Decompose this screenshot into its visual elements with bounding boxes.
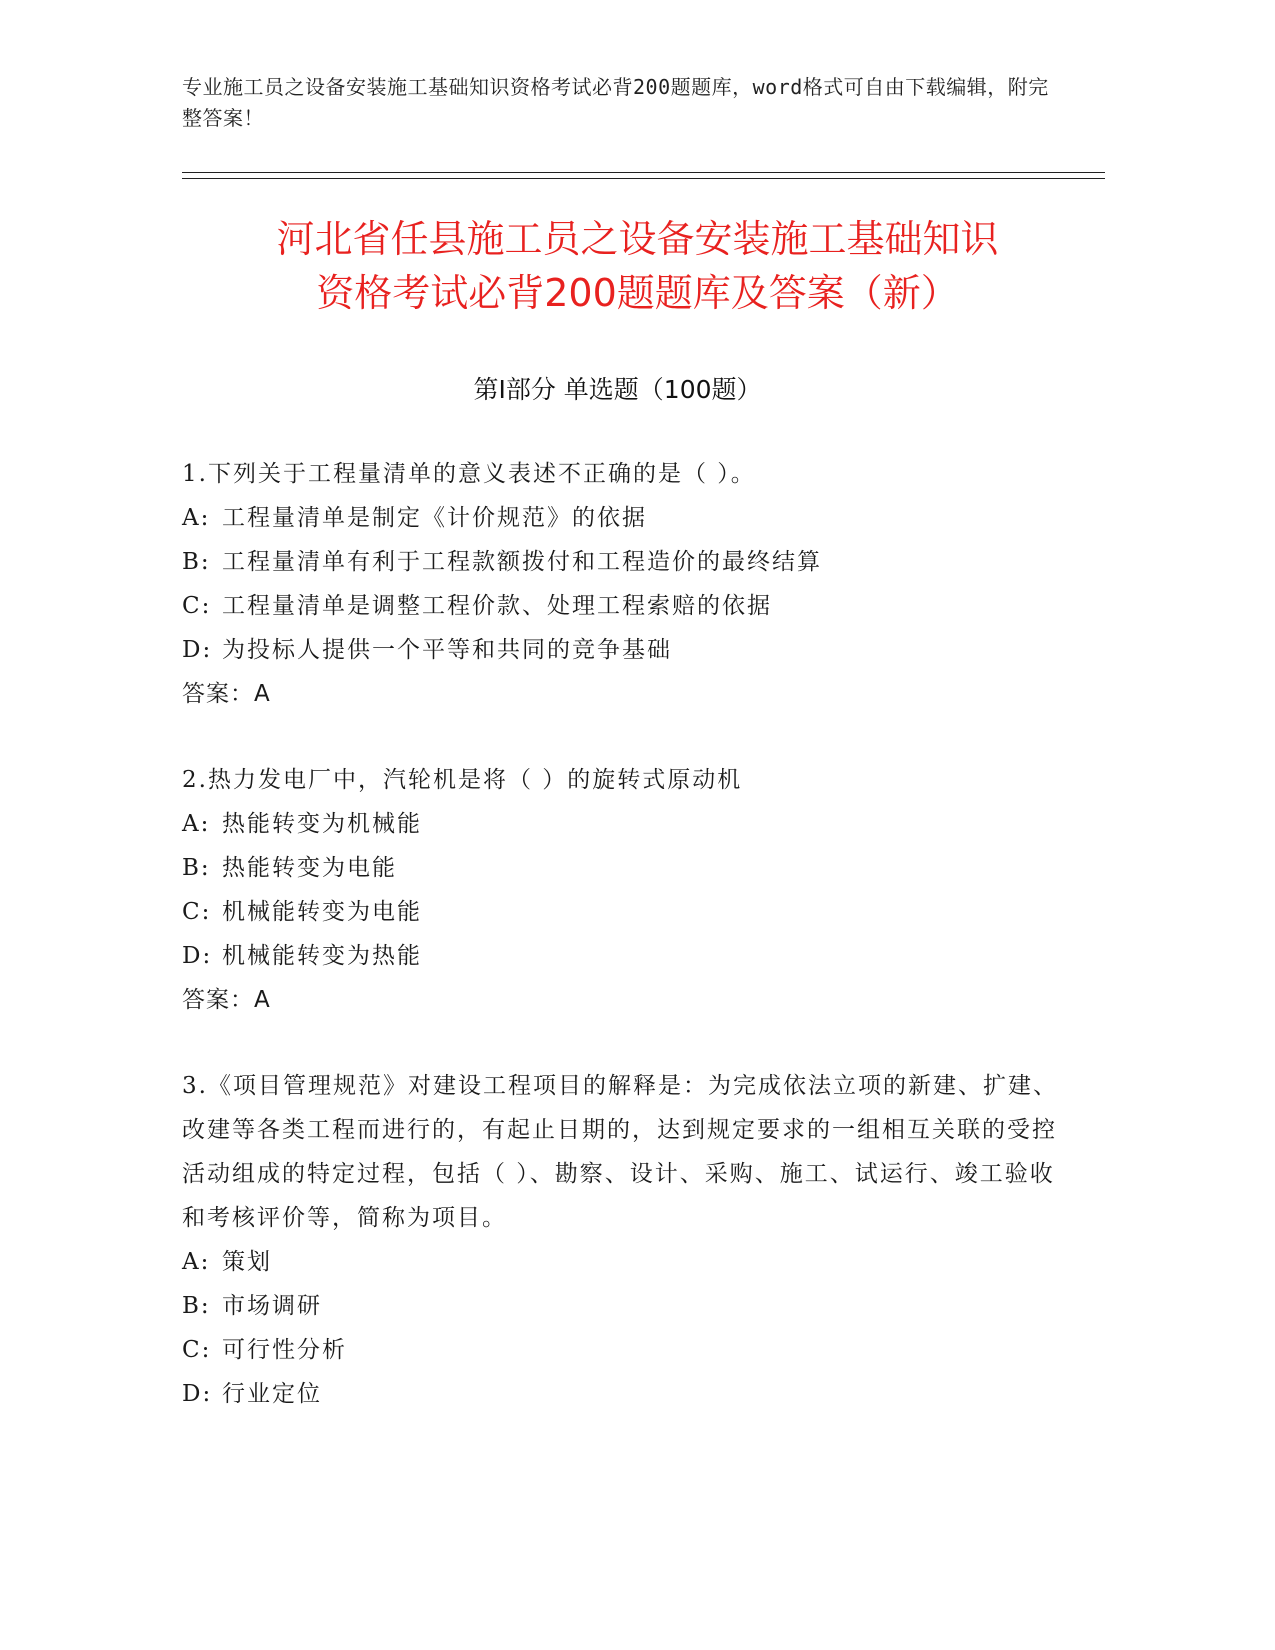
title-line-2: 资格考试必背200题题库及答案（新） bbox=[316, 271, 959, 315]
option-d bbox=[182, 628, 1062, 672]
question-3 bbox=[182, 1064, 1062, 1416]
answer: 答案：A bbox=[182, 987, 271, 1013]
question-list bbox=[182, 452, 1062, 1458]
option-b bbox=[182, 846, 1062, 890]
option-c bbox=[182, 890, 1062, 934]
header-note: 专业施工员之设备安装施工基础知识资格考试必背200题题库，word格式可自由下载编辑，附完整答案！ bbox=[182, 75, 1049, 130]
option-label: D: bbox=[182, 637, 213, 663]
option-text: 市场调研 bbox=[222, 1293, 322, 1319]
header-rule-bottom bbox=[182, 178, 1105, 179]
question-text: 2.热力发电厂中，汽轮机是将（ ）的旋转式原动机 bbox=[182, 767, 743, 793]
option-text: 策划 bbox=[222, 1249, 272, 1275]
question-text: 3.《项目管理规范》对建设工程项目的解释是：为完成依法立项的新建、扩建、改建等各类工程而进行的，有起止日期的，达到规定要求的一组相互关联的受控活动组成的特定过程，包括（ ）、勘察、设计、采购、施工、试运行、竣工验收和考核评价等，简称为项目。 bbox=[182, 1073, 1058, 1231]
option-text: 机械能转变为热能 bbox=[222, 943, 422, 969]
option-label: A: bbox=[182, 505, 211, 531]
document-title bbox=[150, 212, 1125, 320]
option-label: D: bbox=[182, 943, 213, 969]
option-d bbox=[182, 934, 1062, 978]
option-text: 工程量清单有利于工程款额拨付和工程造价的最终结算 bbox=[222, 549, 822, 575]
option-label: C: bbox=[182, 593, 212, 619]
option-a bbox=[182, 1240, 1062, 1284]
option-d bbox=[182, 1372, 1062, 1416]
option-text: 行业定位 bbox=[222, 1381, 322, 1407]
question-text: 1.下列关于工程量清单的意义表述不正确的是（ ）。 bbox=[182, 461, 756, 487]
option-a bbox=[182, 802, 1062, 846]
option-label: B: bbox=[182, 855, 211, 881]
option-label: A: bbox=[182, 811, 211, 837]
section-heading: 第Ⅰ部分 单选题（100题） bbox=[473, 375, 762, 404]
option-label: D: bbox=[182, 1381, 213, 1407]
option-text: 热能转变为机械能 bbox=[222, 811, 422, 837]
option-b bbox=[182, 540, 1062, 584]
option-text: 热能转变为电能 bbox=[222, 855, 397, 881]
option-text: 可行性分析 bbox=[222, 1337, 347, 1363]
option-label: A: bbox=[182, 1249, 211, 1275]
header-rule-top bbox=[182, 172, 1105, 173]
option-label: C: bbox=[182, 899, 212, 925]
option-c bbox=[182, 584, 1062, 628]
option-label: B: bbox=[182, 1293, 211, 1319]
option-b bbox=[182, 1284, 1062, 1328]
title-line-1: 河北省任县施工员之设备安装施工基础知识 bbox=[276, 217, 999, 261]
option-text: 工程量清单是制定《计价规范》的依据 bbox=[222, 505, 647, 531]
question-1 bbox=[182, 452, 1062, 716]
answer: 答案：A bbox=[182, 681, 271, 707]
option-text: 为投标人提供一个平等和共同的竞争基础 bbox=[222, 637, 672, 663]
question-2 bbox=[182, 758, 1062, 1022]
option-text: 机械能转变为电能 bbox=[222, 899, 422, 925]
option-label: C: bbox=[182, 1337, 212, 1363]
option-text: 工程量清单是调整工程价款、处理工程索赔的依据 bbox=[222, 593, 772, 619]
option-c bbox=[182, 1328, 1062, 1372]
option-a bbox=[182, 496, 1062, 540]
option-label: B: bbox=[182, 549, 211, 575]
